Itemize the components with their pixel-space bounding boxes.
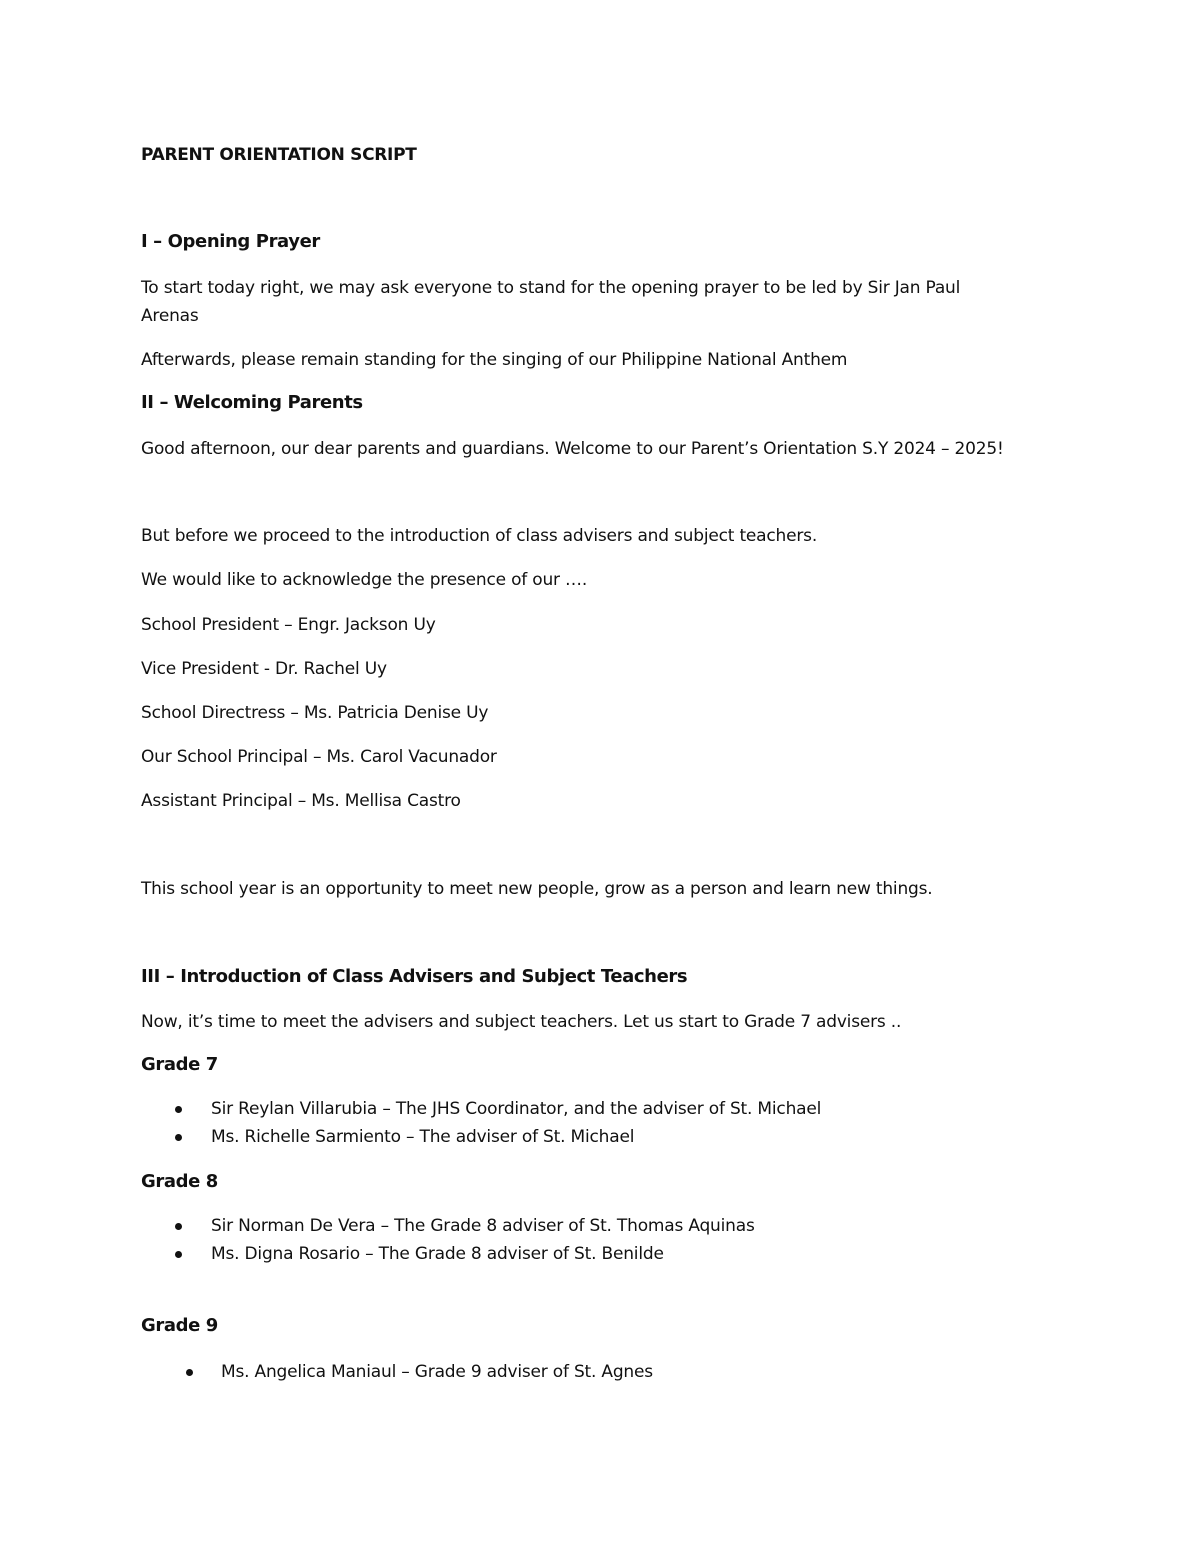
list-item: Ms. Digna Rosario – The Grade 8 adviser of St. Benilde <box>211 1244 664 1264</box>
paragraph: This school year is an opportunity to meet new people, grow as a person and learn new things. <box>141 879 933 899</box>
paragraph: Afterwards, please remain standing for the singing of our Philippine National Anthem <box>141 350 848 370</box>
bullet-icon <box>186 1369 193 1376</box>
list-item: Ms. Richelle Sarmiento – The adviser of St. Michael <box>211 1127 635 1147</box>
bullet-icon <box>175 1223 182 1230</box>
official-line: School Directress – Ms. Patricia Denise Uy <box>141 703 489 723</box>
paragraph: Now, it’s time to meet the advisers and subject teachers. Let us start to Grade 7 advisers .. <box>141 1012 902 1032</box>
section-heading-introduction: III – Introduction of Class Advisers and Subject Teachers <box>141 966 688 987</box>
paragraph: We would like to acknowledge the presence of our …. <box>141 570 588 590</box>
paragraph: But before we proceed to the introduction of class advisers and subject teachers. <box>141 526 818 546</box>
bullet-icon <box>175 1251 182 1258</box>
paragraph: Good afternoon, our dear parents and guardians. Welcome to our Parent’s Orientation S.Y 2024 – 2025! <box>141 439 1004 459</box>
list-item: Ms. Angelica Maniaul – Grade 9 adviser of St. Agnes <box>221 1362 653 1382</box>
official-line: Vice President - Dr. Rachel Uy <box>141 659 387 679</box>
official-line: Our School Principal – Ms. Carol Vacunador <box>141 747 497 767</box>
official-line: School President – Engr. Jackson Uy <box>141 615 436 635</box>
grade-heading-9: Grade 9 <box>141 1315 218 1336</box>
official-line: Assistant Principal – Ms. Mellisa Castro <box>141 791 461 811</box>
paragraph-line: To start today right, we may ask everyone to stand for the opening prayer to be led by Sir Jan Paul <box>141 278 961 298</box>
page-title: PARENT ORIENTATION SCRIPT <box>141 145 417 165</box>
section-heading-opening-prayer: I – Opening Prayer <box>141 231 320 252</box>
paragraph-line: Arenas <box>141 306 199 326</box>
grade-heading-7: Grade 7 <box>141 1054 218 1075</box>
list-item: Sir Norman De Vera – The Grade 8 adviser of St. Thomas Aquinas <box>211 1216 755 1236</box>
bullet-icon <box>175 1106 182 1113</box>
grade-heading-8: Grade 8 <box>141 1171 218 1192</box>
bullet-icon <box>175 1134 182 1141</box>
list-item: Sir Reylan Villarubia – The JHS Coordinator, and the adviser of St. Michael <box>211 1099 822 1119</box>
section-heading-welcoming-parents: II – Welcoming Parents <box>141 392 363 413</box>
